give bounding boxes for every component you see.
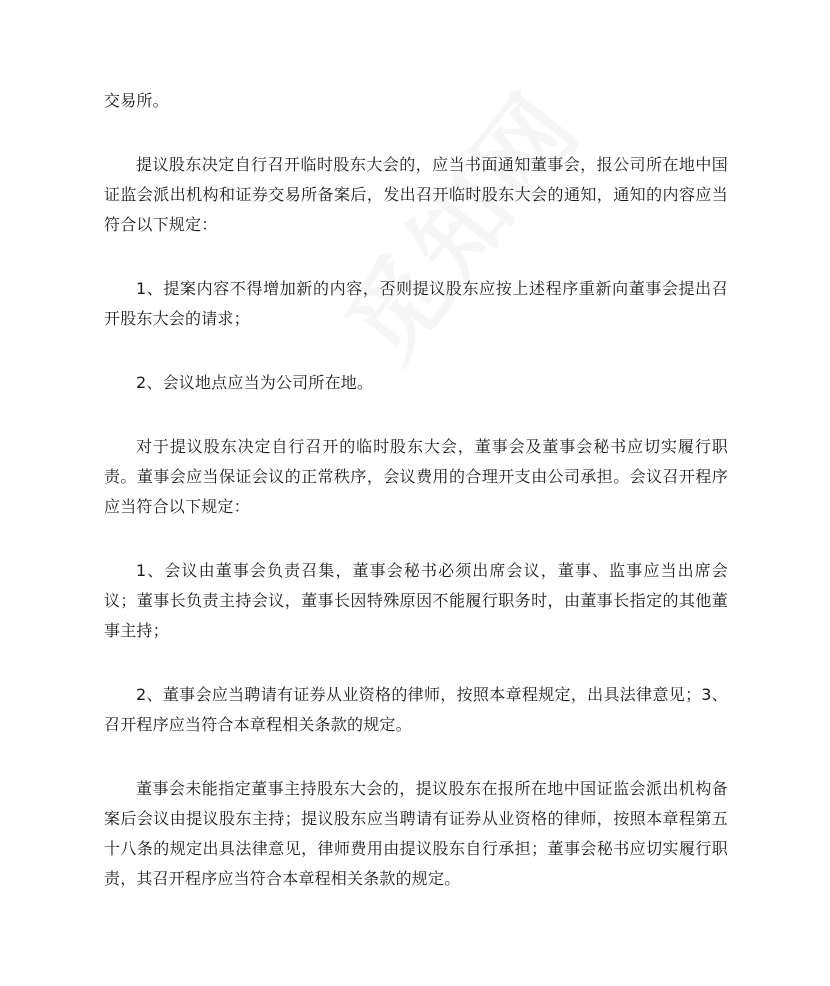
paragraph-procedure-2-3: 2、董事会应当聘请有证券从业资格的律师，按照本章程规定，出具法律意见；3、召开程序应当符合本章程相关条款的规定。: [104, 685, 728, 734]
paragraph-procedure-1: 1、会议由董事会负责召集，董事会秘书必须出席会议，董事、监事应当出席会议；董事长负责主持会议，董事长因特殊原因不能履行职务时，由董事长指定的其他董事主持；: [104, 561, 728, 640]
paragraph-no-designated-director: 董事会未能指定董事主持股东大会的，提议股东在报所在地中国证监会派出机构备案后会议由提议股东主持；提议股东应当聘请有证券从业资格的律师，按照本章程第五十八条的规定出具法律意见，律师费用由提议股东自行承担；董事会秘书应切实履行职责，其召开程序应当符合本章程相关条款的规定。: [104, 779, 728, 888]
document-body: [104, 86, 728, 928]
paragraph-rule-1: 1、提案内容不得增加新的内容，否则提议股东应按上述程序重新向董事会提出召开股东大会的请求；: [104, 279, 728, 328]
paragraph-notify-board: 提议股东决定自行召开临时股东大会的，应当书面通知董事会，报公司所在地中国证监会派出机构和证券交易所备案后，发出召开临时股东大会的通知，通知的内容应当符合以下规定：: [104, 155, 728, 234]
paragraph-continuation: 交易所。: [104, 91, 169, 110]
paragraph-rule-2: 2、会议地点应当为公司所在地。: [136, 373, 374, 392]
paragraph-board-duties: 对于提议股东决定自行召开的临时股东大会，董事会及董事会秘书应切实履行职责。董事会应当保证会议的正常秩序，会议费用的合理开支由公司承担。会议召开程序应当符合以下规定：: [104, 437, 728, 516]
